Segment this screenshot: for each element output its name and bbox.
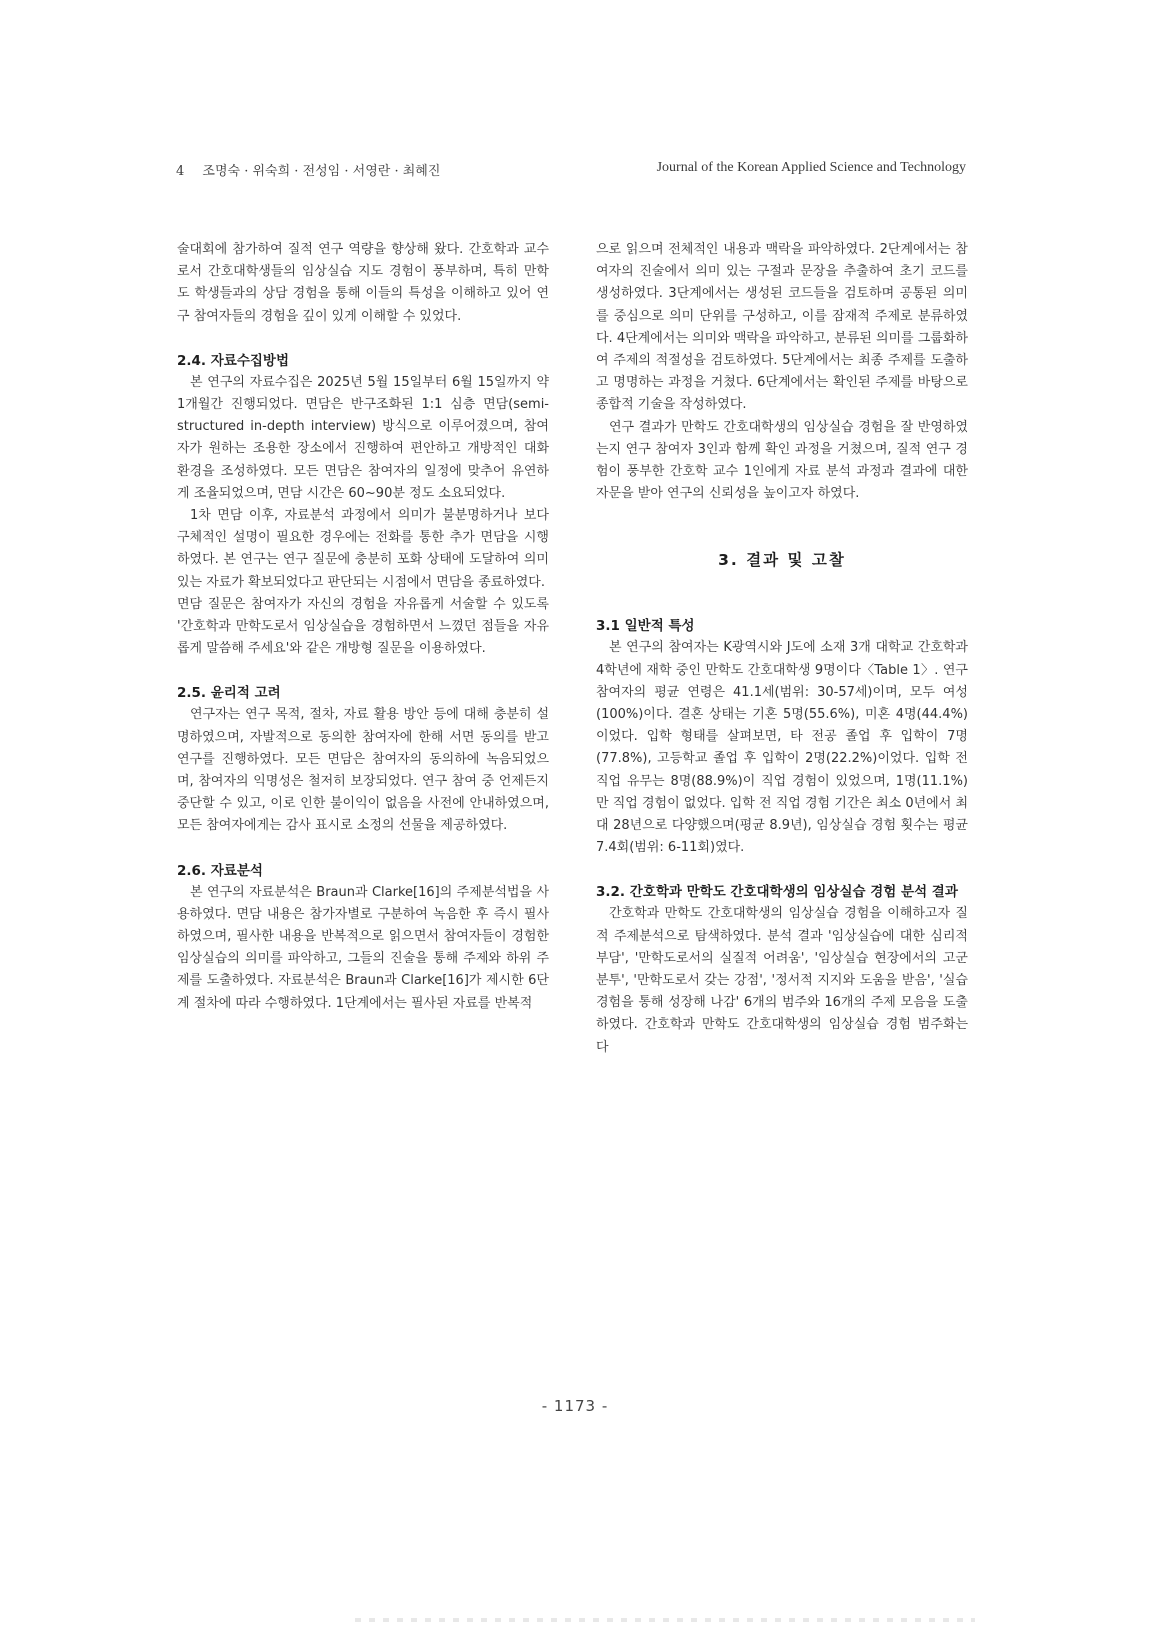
section-2-6-paragraph: 본 연구의 자료분석은 Braun과 Clarke[16]의 주제분석법을 사용하였다. 면담 내용은 참가자별로 구분하여 녹음한 후 즉시 필사하였으며, 필사한 내용을 반복적으로 읽으면서 참여자들이 경험한 임상실습의 의미를 파악하고, 그들의 진술을 통해 주제와 하위 주제를 도출하였다. 자료분석은 Braun과 Clarke[16]가 제시한 6단계 절차에 따라 수행하였다. 1단계에서는 필사된 자료를 반복적 — [177, 884, 549, 1011]
page-footer-number: - 1173 - — [541, 1397, 609, 1415]
section-2-5-paragraph: 연구자는 연구 목적, 절차, 자료 활용 방안 등에 대해 충분히 설명하였으며, 자발적으로 동의한 참여자에 한해 서면 동의를 받고 연구를 진행하였다. 모든 면담은 참여자의 동의하에 녹음되었으며, 참여자의 익명성은 철저히 보장되었다. 연구 참여 중 언제든지 중단할 수 있고, 이로 인한 불이익이 없음을 사전에 안내하였으며, 모든 참여자에게는 감사 표시로 소정의 선물을 제공하였다. — [177, 707, 549, 834]
spacer — [596, 505, 968, 527]
chapter-heading-3: 3. 결과 및 고찰 — [718, 551, 846, 570]
spacer — [177, 838, 549, 860]
header-left — [176, 160, 440, 179]
section-2-4-paragraph: 본 연구의 자료수집은 2025년 5월 15일부터 6월 15일까지 약 1개월간 진행되었다. 면담은 반구조화된 1:1 심층 면담(semi-structured in-depth interview) 방식으로 이루어졌으며, 참여자가 원하는 조용한 장소에서 진행하여 편안하고 개방적인 대화 환경을 조성하였다. 모든 면담은 참여자의 일정에 맞추어 유연하게 조율되었으며, 면담 시간은 60~90분 정도 소요되었다. — [177, 374, 549, 501]
left-column — [177, 239, 549, 1015]
section-heading-3-1: 3.1 일반적 특성 — [596, 618, 695, 635]
spacer — [596, 571, 968, 593]
spacer — [177, 328, 549, 350]
header-journal-title: Journal of the Korean Applied Science and Technology — [656, 160, 966, 175]
spacer — [596, 593, 968, 615]
intro-paragraph: 술대회에 참가하여 질적 연구 역량을 향상해 왔다. 간호학과 교수로서 간호대학생들의 임상실습 지도 경험이 풍부하며, 특히 만학도 학생들과의 상담 경험을 통해 이들의 특성을 이해하고 있어 연구 참여자들의 경험을 깊이 있게 이해할 수 있었다. — [177, 242, 549, 324]
continued-paragraph: 으로 읽으며 전체적인 내용과 맥락을 파악하였다. 2단계에서는 참여자의 진술에서 의미 있는 구절과 문장을 추출하여 초기 코드를 생성하였다. 3단계에서는 생성된 코드들을 검토하며 공통된 의미를 중심으로 의미 단위를 구성하고, 이를 잠재적 주제로 분류하였다. 4단계에서는 의미와 맥락을 파악하고, 분류된 의미를 그룹화하여 주제의 적절성을 검토하였다. 5단계에서는 최종 주제를 도출하고 명명하는 과정을 거쳤다. 6단계에서는 확인된 주제를 바탕으로 종합적 기술을 작성하였다. — [596, 242, 968, 413]
running-header — [176, 160, 966, 184]
section-heading-3-2: 3.2. 간호학과 만학도 간호대학생의 임상실습 경험 분석 결과 — [596, 884, 958, 901]
section-2-4-paragraph: 1차 면담 이후, 자료분석 과정에서 의미가 불분명하거나 보다 구체적인 설명이 필요한 경우에는 전화를 통한 추가 면담을 시행하였다. 본 연구는 연구 질문에 충분히 포화 상태에 도달하여 의미 있는 자료가 확보되었다고 판단되는 시점에서 면담을 종료하였다. — [177, 508, 549, 590]
next-page-bleed-through — [355, 1618, 975, 1622]
header-authors: 조명숙 · 위숙희 · 전성임 · 서영란 · 최혜진 — [202, 164, 441, 179]
continued-paragraph: 연구 결과가 만학도 간호대학생의 임상실습 경험을 잘 반영하였는지 연구 참여자 3인과 함께 확인 과정을 거쳤으며, 질적 연구 경험이 풍부한 간호학 교수 1인에게 자료 분석 과정과 결과에 대한 자문을 받아 연구의 신뢰성을 높이고자 하였다. — [596, 419, 968, 502]
section-2-4-paragraph: 면담 질문은 참여자가 자신의 경험을 자유롭게 서술할 수 있도록 '간호학과 만학도로서 임상실습을 경험하면서 느꼈던 점들을 자유롭게 말씀해 주세요'와 같은 개방형 질문을 이용하였다. — [177, 596, 549, 657]
spacer — [596, 527, 968, 549]
section-3-1-paragraph: 본 연구의 참여자는 K광역시와 J도에 소재 3개 대학교 간호학과 4학년에 재학 중인 만학도 간호대학생 9명이다〈Table 1〉. 연구 참여자의 평균 연령은 41.1세(범위: 30-57세)이며, 모두 여성(100%)이다. 결혼 상태는 기혼 5명(55.6%), 미혼 4명(44.4%)이었다. 입학 형태를 살펴보면, 타 전공 졸업 후 입학이 7명(77.8%), 고등학교 졸업 후 입학이 2명(22.2%)이었다. 입학 전 직업 유무는 8명(88.9%)이 직업 경험이 있었으며, 1명(11.1%)만 직업 경험이 없었다. 입학 전 직업 경험 기간은 최소 0년에서 최대 28년으로 다양했으며(평균 8.9년), 임상실습 경험 횟수는 평균 7.4회(범위: 6-11회)였다. — [596, 640, 968, 856]
section-heading-2-5: 2.5. 윤리적 고려 — [177, 685, 281, 702]
spacer — [177, 660, 549, 682]
section-3-2-paragraph: 간호학과 만학도 간호대학생의 임상실습 경험을 이해하고자 질적 주제분석으로 탐색하였다. 분석 결과 '임상실습에 대한 심리적 부담', '만학도로서의 실질적 어려움', '임상실습 현장에서의 고군분투', '만학도로서 갖는 강점', '정서적 지지와 도움을 받음', '실습 경험을 통해 성장해 나감' 6개의 범주와 16개의 주제 모음을 도출하였다. 간호학과 만학도 간호대학생의 임상실습 경험 범주화는 다 — [596, 906, 968, 1055]
section-heading-2-4: 2.4. 자료수집방법 — [177, 352, 289, 369]
section-heading-2-6: 2.6. 자료분석 — [177, 862, 263, 879]
spacer — [596, 859, 968, 881]
header-page-number: 4 — [176, 164, 185, 179]
right-column — [596, 239, 968, 1059]
